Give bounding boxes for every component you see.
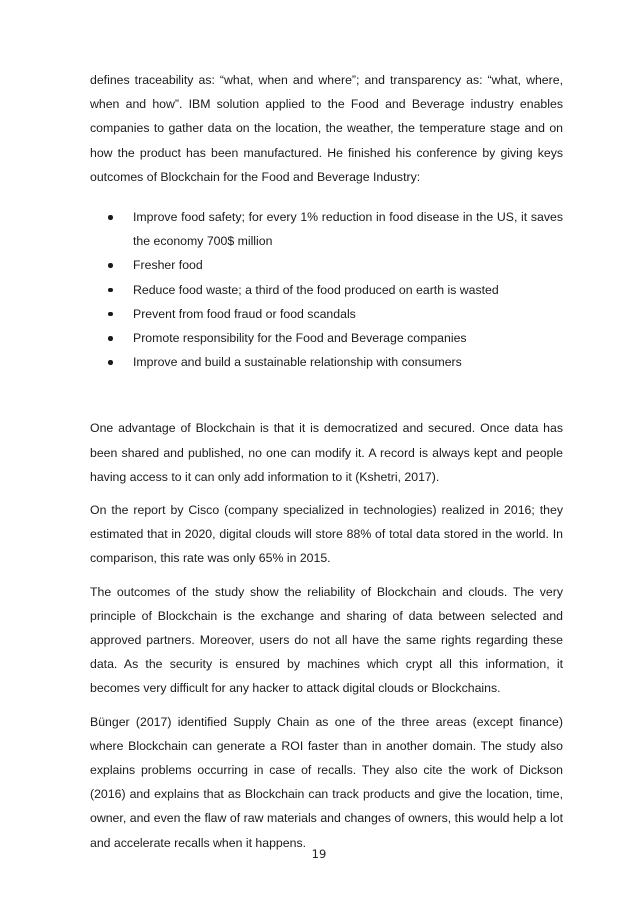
page-body (90, 68, 563, 855)
bullet-item-relationship: Improve and build a sustainable relationship with consumers (120, 350, 563, 374)
bullet-item-food-safety: Improve food safety; for every 1% reduction in food disease in the US, it saves the economy 700$ million (120, 205, 563, 253)
paragraph-advantage: One advantage of Blockchain is that it is democratized and secured. Once data has been shared and published, no one can modify it. A record is always kept and people having access to it can only add information to it (Kshetri, 2017). (90, 421, 563, 484)
bullet-item-food-fraud: Prevent from food fraud or food scandals (120, 302, 563, 326)
bullet-dot-icon (108, 263, 113, 268)
bullet-item-responsibility: Promote responsibility for the Food and Beverage companies (120, 326, 563, 350)
bullet-dot-icon (108, 288, 113, 293)
bullet-dot-icon (108, 360, 113, 365)
paragraph-bunger: Bünger (2017) identified Supply Chain as one of the three areas (except finance) where Blockchain can generate a ROI faster than in another domain. The study also explains problems occurring in case of recalls. They also cite the work of Dickson (2016) and explains that as Blockchain can track products and give the location, time, owner, and even the flaw of raw materials and changes of owners, this would help a lot and accelerate recalls when it happens. (90, 714, 563, 850)
paragraph-study-outcomes: The outcomes of the study show the reliability of Blockchain and clouds. The very principle of Blockchain is the exchange and sharing of data between selected and approved partners. Moreover, users do not all have the same rights regarding these data. As the security is ensured by machines which crypt all this information, it becomes very difficult for any hacker to attack digital clouds or Blockchains. (90, 584, 563, 696)
paragraph-cisco-report: On the report by Cisco (company specialized in technologies) realized in 2016; they estimated that in 2020, digital clouds will store 88% of total data stored in the world. In comparison, this rate was only 65% in 2015. (90, 503, 563, 566)
bullet-dot-icon (108, 215, 113, 220)
bullet-dot-icon (108, 336, 113, 341)
paragraph-traceability: defines traceability as: “what, when and where”; and transparency as: “what, where, when and how”. IBM solution applied to the Food and Beverage industry enables companies to gather data on the location, the weather, the temperature stage and on how the product has been manufactured. He finished his conference by giving keys outcomes of Blockchain for the Food and Beverage Industry: (90, 73, 563, 184)
bullet-item-fresher-food: Fresher food (120, 253, 563, 277)
outcomes-bullet-list (90, 205, 563, 374)
bullet-dot-icon (108, 312, 113, 317)
page-number: 19 (311, 847, 327, 861)
bullet-item-food-waste: Reduce food waste; a third of the food produced on earth is wasted (120, 278, 563, 302)
